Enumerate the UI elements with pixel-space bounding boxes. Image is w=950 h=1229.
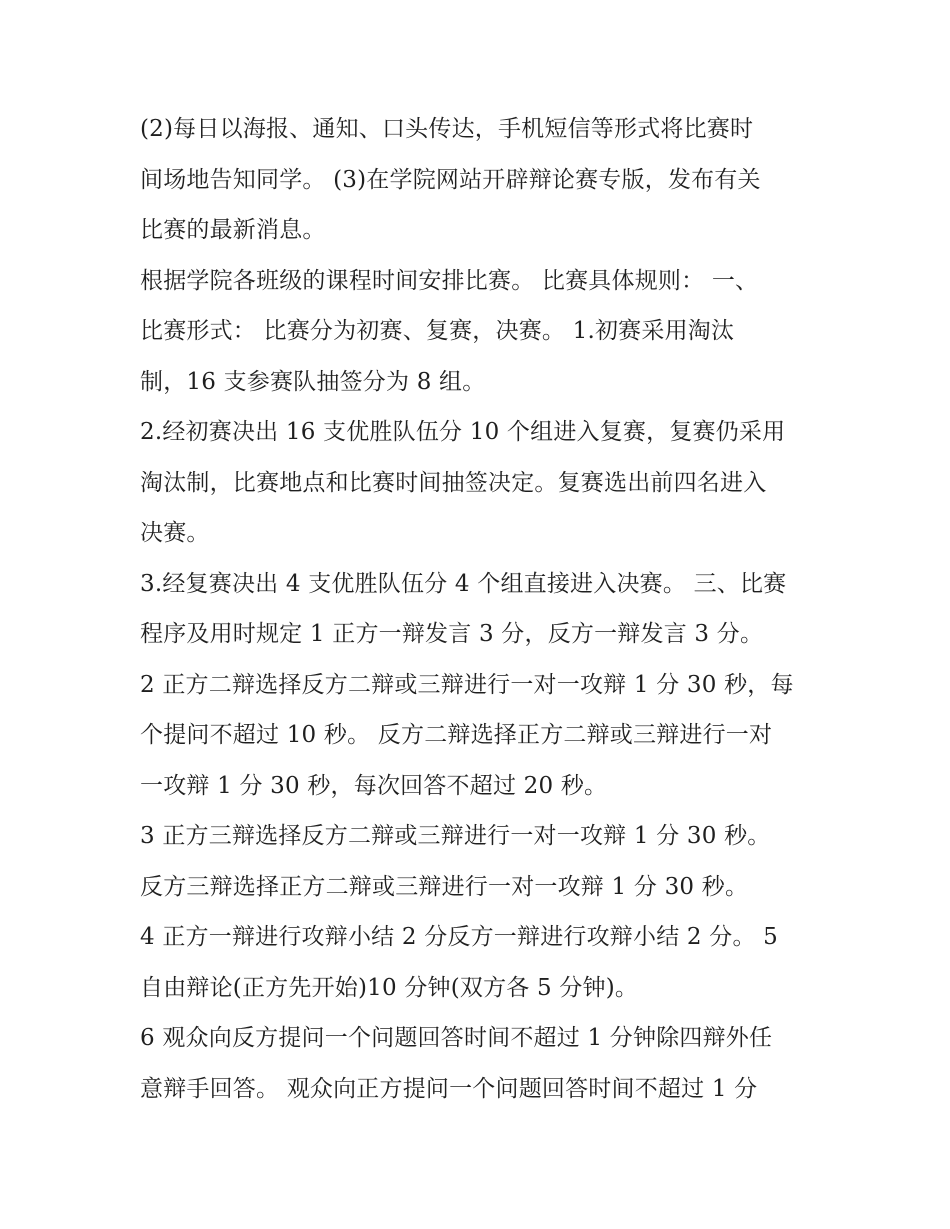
text-line: 一攻辩 1 分 30 秒，每次回答不超过 20 秒。 (140, 772, 608, 799)
text-line: 意辩手回答。 观众向正方提问一个问题回答时间不超过 1 分 (140, 1075, 758, 1102)
text-line: 比赛的最新消息。 (140, 217, 326, 243)
text-line: 反方三辩选择正方二辩或三辩进行一对一攻辩 1 分 30 秒。 (140, 873, 749, 900)
text-line: 个提问不超过 10 秒。 反方二辩选择正方二辩或三辩进行一对 (140, 722, 773, 748)
text-line: 间场地告知同学。 (3)在学院网站开辟辩论赛专版，发布有关 (140, 166, 761, 193)
text-line: 决赛。 (140, 520, 210, 546)
text-line: 程序及用时规定 1 正方一辩发言 3 分，反方一辩发言 3 分。 (140, 621, 764, 647)
text-line: 3.经复赛决出 4 支优胜队伍分 4 个组直接进入决赛。 三、比赛 (140, 570, 787, 597)
text-line: 根据学院各班级的课程时间安排比赛。 比赛具体规则： 一、 (140, 267, 759, 294)
text-line: 4 正方一辩进行攻辩小结 2 分反方一辩进行攻辩小结 2 分。 5 (140, 924, 778, 950)
text-line: (2)每日以海报、通知、口头传达，手机短信等形式将比赛时 (140, 116, 754, 142)
text-line: 2 正方二辩选择反方二辩或三辩进行一对一攻辩 1 分 30 秒，每 (140, 671, 794, 698)
text-line: 淘汰制，比赛地点和比赛时间抽签决定。复赛选出前四名进入 (140, 469, 767, 496)
text-line: 2.经初赛决出 16 支优胜队伍分 10 个组进入复赛，复赛仍采用 (140, 419, 786, 445)
text-line: 比赛形式： 比赛分为初赛、复赛，决赛。 1.初赛采用淘汰 (140, 318, 735, 344)
text-line: 6 观众向反方提问一个问题回答时间不超过 1 分钟除四辩外任 (140, 1025, 773, 1051)
text-line: 制，16 支参赛队抽签分为 8 组。 (140, 368, 486, 395)
text-line: 3 正方三辩选择反方二辩或三辩进行一对一攻辩 1 分 30 秒。 (140, 823, 771, 849)
document-body (140, 104, 820, 1114)
text-line: 自由辩论(正方先开始)10 分钟(双方各 5 分钟)。 (140, 974, 639, 1001)
